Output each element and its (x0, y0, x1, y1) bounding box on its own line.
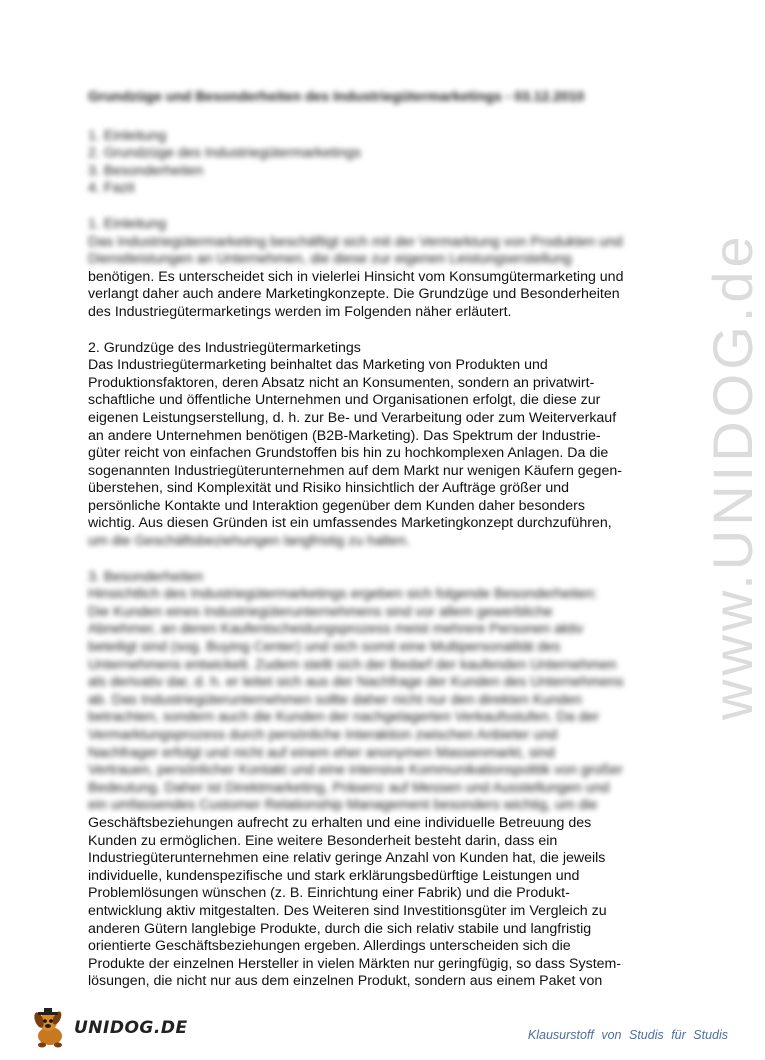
text-line: eigenen Leistungserstellung, d. h. zur Be- und Verarbeitung oder zum Weiterverkauf (88, 409, 617, 426)
section-introduction (88, 216, 668, 322)
section-heading: 1. Einleitung (88, 215, 167, 232)
text-line: Nachfrager erfolgt und nicht auf einem eher anonymen Massenmarkt, sind (88, 744, 555, 761)
text-line: Produkte der einzelnen Hersteller in vielen Märkten nur geringfügig, so dass System- (88, 955, 622, 972)
text-line: Unternehmens entwickelt. Zudem stellt sich der Bedarf der kaufenden Unternehmen (88, 656, 617, 673)
footer-tagline: Klausurstoff von Studis für Studis (527, 1028, 728, 1042)
text-line: Abnehmer, an deren Kaufentscheidungsprozess meist mehrere Personen aktiv (88, 621, 584, 638)
text-line: beteiligt sind (sog. Buying Center) und sich somit eine Multipersonalität des (88, 639, 561, 656)
text-line: Geschäftsbeziehungen aufrecht zu erhalten und eine individuelle Betreuung des (88, 814, 592, 831)
dog-mascot-icon (28, 1008, 72, 1048)
text-line: Vermarktungsprozess durch persönliche Interaktion zwischen Anbieter und (88, 727, 558, 743)
text-line: schaftliche und öffentliche Unternehmen und Organisationen erfolgt, die diese zur (88, 392, 601, 409)
table-of-contents (88, 128, 668, 198)
text-line: sogenannten Industriegüterunternehmen auf dem Markt nur wenigen Käufern gegen- (88, 462, 622, 479)
text-line: an andere Unternehmen benötigen (B2B-Marketing). Das Spektrum der Industrie- (88, 427, 601, 444)
text-line: persönliche Kontakte und Interaktion gegenüber dem Kunden daher besonders (88, 497, 585, 514)
text-line: wichtig. Aus diesen Gründen ist ein umfassendes Marketingkonzept durchzuführen, (88, 515, 612, 532)
text-line: verlangt daher auch andere Marketingkonzepte. Die Grundzüge und Besonderheiten (88, 286, 620, 303)
text-line: ein umfassendes Customer Relationship Management besonders wichtig, um die (88, 797, 598, 814)
text-line: Industriegüterunternehmen eine relativ geringe Anzahl von Kunden hat, die jeweils (88, 850, 606, 867)
document-body (88, 88, 668, 1009)
unidog-logo[interactable] (28, 1008, 188, 1048)
text-line: Die Kunden eines Industriegüterunternehmens sind vor allem gewerbliche (88, 603, 553, 620)
text-line: Das Industriegütermarketing beschäftigt sich mit der Vermarktung von Produkten und (88, 233, 623, 250)
text-line: ab. Das Industriegüterunternehmen sollte daher nicht nur den direkten Kunden (88, 691, 582, 708)
toc-item: 1. Einleitung (88, 127, 167, 144)
text-line: Hinsichtlich des Industriegütermarketings ergeben sich folgende Besonderheiten: (88, 586, 598, 603)
toc-item: 2. Grundzüge des Industriegütermarketings (88, 145, 361, 162)
toc-item: 3. Besonderheiten (88, 162, 204, 179)
text-line: individuelle, kundenspezifische und stark erklärungsbedürftige Leistungen und (88, 867, 580, 884)
text-line: überstehen, sind Komplexität und Risiko hinsichtlich der Aufträge größer und (88, 480, 570, 497)
toc-item: 4. Fazit (88, 180, 135, 197)
text-line: Kunden zu ermöglichen. Eine weitere Besonderheit besteht darin, dass ein (88, 832, 558, 849)
text-line: Vertrauen, persönlicher Kontakt und eine intensive Kommunikationspolitik von großer (88, 762, 623, 779)
section-heading: 3. Besonderheiten (88, 568, 204, 585)
logo-text: UNIDOG.DE (74, 1018, 188, 1038)
text-line: Problemlösungen wünschen (z. B. Einrichtung einer Fabrik) und die Produkt- (88, 885, 570, 902)
text-line: um die Geschäftsbeziehungen langfristig zu halten. (88, 533, 410, 550)
text-line: des Industriegütermarketings werden im Folgenden näher erläutert. (88, 303, 512, 320)
document-title: Grundzüge und Besonderheiten des Industriegütermarketings - 03.12.2010 (88, 88, 585, 104)
text-line: lösungen, die nicht nur aus dem einzelnen Produkt, sondern aus einem Paket von (88, 973, 603, 990)
watermark: www.UNIDOG.de (701, 232, 764, 720)
text-line: betrachten, sondern auch die Kunden der nachgelagerten Verkaufsstufen. Da der (88, 709, 600, 726)
text-line: anderen Gütern langlebige Produkte, durch die sich relativ stabile und langfristig (88, 920, 592, 937)
text-line: als derivativ dar, d. h. er leitet sich aus der Nachfrage der Kunden des Unternehmens (88, 674, 624, 691)
section-grundzuege (88, 340, 668, 551)
text-line: entwicklung aktiv mitgestalten. Des Weiteren sind Investitionsgüter im Vergleich zu (88, 902, 607, 919)
text-line: Produktionsfaktoren, deren Absatz nicht an Konsumenten, sondern an privatwirt- (88, 374, 595, 391)
section-besonderheiten (88, 569, 668, 991)
text-line: Bedeutung. Daher ist Direktmarketing, Präsenz auf Messen und Ausstellungen und (88, 779, 610, 796)
text-line: Das Industriegütermarketing beinhaltet das Marketing von Produkten und (88, 357, 548, 374)
text-line: orientierte Geschäftsbeziehungen ergeben. Allerdings unterscheiden sich die (88, 938, 571, 955)
text-line: benötigen. Es unterscheidet sich in vielerlei Hinsicht vom Konsumgütermarketing und (88, 268, 624, 285)
section-heading: 2. Grundzüge des Industriegütermarketings (88, 339, 361, 356)
text-line: güter reicht von einfachen Grundstoffen bis hin zu hochkomplexen Anlagen. Da die (88, 445, 609, 462)
text-line: Dienstleistungen an Unternehmen, die diese zur eigenen Leistungserstellung (88, 251, 572, 268)
